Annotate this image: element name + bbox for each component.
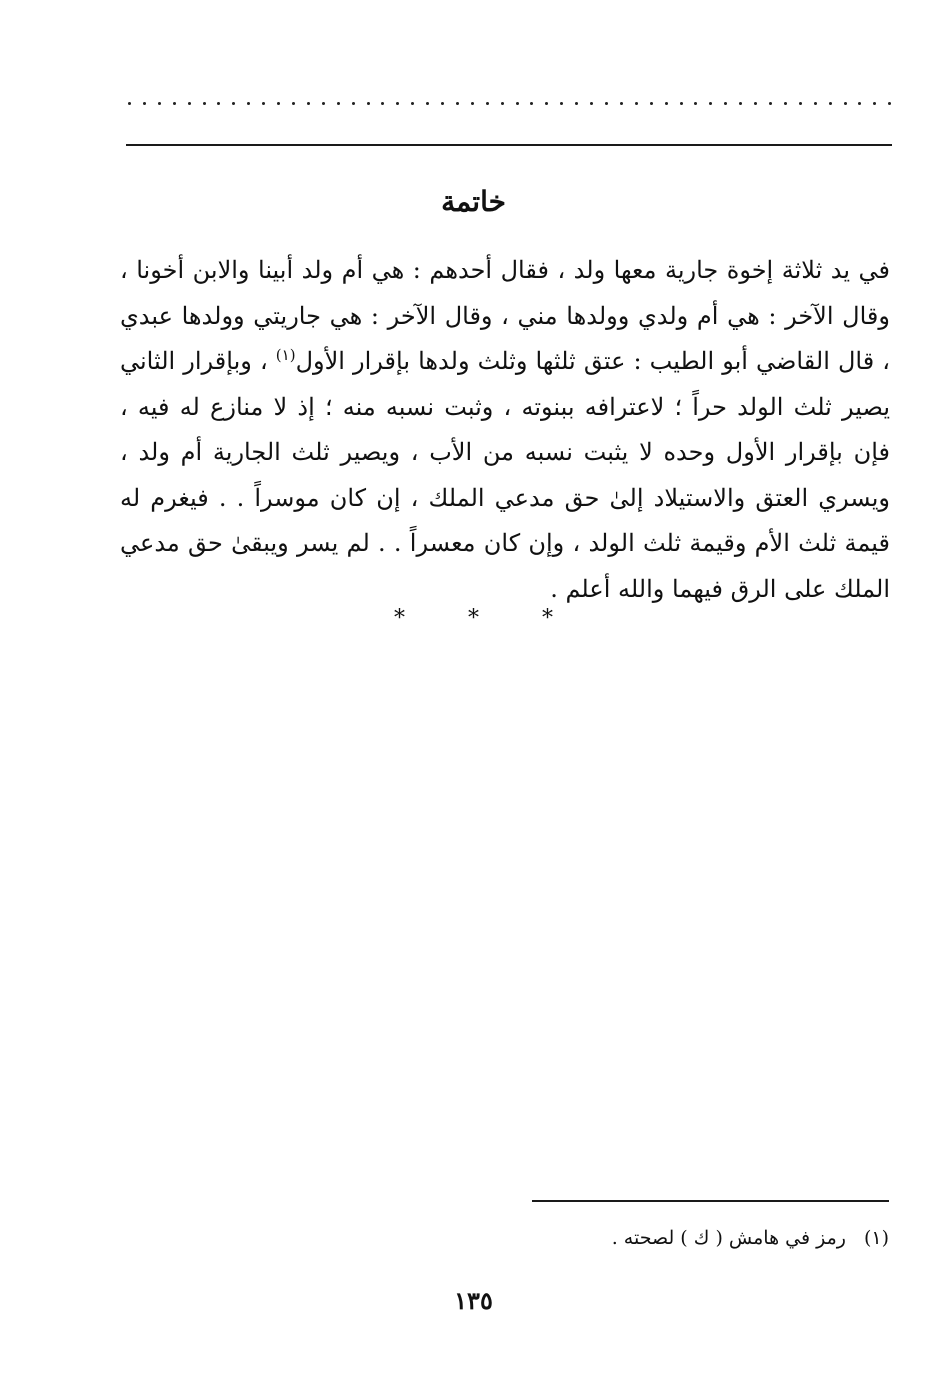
header-dot: [709, 102, 712, 105]
header-dot: [337, 102, 340, 105]
paragraph-text-part-1: في يد ثلاثة إخوة جارية معها ولد ، فقال أحدهم : هي أم ولد أبينا والابن أخونا ، وقال الآخر : هي أم ولدي وولدها مني ، وقال الآخر : هي جاريتي وولدها عبدي ، قال القاضي أبو الطيب : عتق ثلثها وثلث ولدها بإقرار الأول: [120, 256, 891, 375]
header-dot: [128, 102, 131, 105]
dotted-header-rule: [128, 96, 892, 110]
header-dot: [829, 102, 832, 105]
header-dot: [545, 102, 548, 105]
footnote-number: (١): [863, 1227, 889, 1249]
header-dot: [441, 102, 444, 105]
header-dot: [143, 102, 146, 105]
footnote: [612, 1222, 889, 1254]
header-dot: [277, 102, 280, 105]
section-title: خاتمة: [441, 185, 506, 218]
page-number: ١٣٥: [454, 1286, 493, 1315]
header-dot: [680, 102, 683, 105]
header-dot: [411, 102, 414, 105]
header-dot: [456, 102, 459, 105]
paragraph-text-part-2: ، وبإقرار الثاني يصير ثلث الولد حراً ؛ لاعترافه ببنوته ، وثبت نسبه منه ؛ إذ لا منازع له فيه ، فإن بإقرار الأول وحده لا يثبت نسبه من الأب ، ويصير ثلث الجارية أم ولد ، ويسري العتق والاستيلاد إلىٰ حق مدعي الملك ، إن كان موسراً . . فيغرم له قيمة ثلث الأم وقيمة ثلث الولد ، وإن كان معسراً . . لم يسر ويبقىٰ حق مدعي الملك على الرق فيهما والله أعلم .: [120, 347, 890, 603]
header-dot: [262, 102, 265, 105]
header-dot: [694, 102, 697, 105]
footnote-reference: (١): [275, 346, 296, 364]
header-dot: [217, 102, 220, 105]
header-dot: [739, 102, 742, 105]
header-dot: [158, 102, 161, 105]
header-dot: [784, 102, 787, 105]
header-dot: [292, 102, 295, 105]
footnote-divider: [532, 1200, 889, 1202]
header-dot: [247, 102, 250, 105]
header-dot: [799, 102, 802, 105]
header-dot: [381, 102, 384, 105]
header-dot: [501, 102, 504, 105]
header-dot: [769, 102, 772, 105]
header-dot: [203, 102, 206, 105]
header-dot: [560, 102, 563, 105]
header-dot: [635, 102, 638, 105]
header-dot: [575, 102, 578, 105]
section-separator: * * *: [394, 606, 581, 631]
footnote-text: رمز في هامش ( ك ) لصحته .: [611, 1227, 846, 1249]
header-dot: [426, 102, 429, 105]
header-dot: [352, 102, 355, 105]
header-divider: [126, 144, 892, 146]
header-dot: [873, 102, 876, 105]
header-dot: [516, 102, 519, 105]
header-dot: [188, 102, 191, 105]
header-dot: [665, 102, 668, 105]
header-dot: [173, 102, 176, 105]
header-dot: [650, 102, 653, 105]
header-dot: [814, 102, 817, 105]
header-dot: [724, 102, 727, 105]
main-paragraph: [120, 248, 890, 612]
header-dot: [367, 102, 370, 105]
header-dot: [232, 102, 235, 105]
header-dot: [486, 102, 489, 105]
header-dot: [620, 102, 623, 105]
header-dot: [396, 102, 399, 105]
header-dot: [307, 102, 310, 105]
header-dot: [888, 102, 891, 105]
header-dot: [590, 102, 593, 105]
header-dot: [754, 102, 757, 105]
header-dot: [530, 102, 533, 105]
header-dot: [471, 102, 474, 105]
header-dot: [844, 102, 847, 105]
header-dot: [322, 102, 325, 105]
header-dot: [858, 102, 861, 105]
header-dot: [605, 102, 608, 105]
